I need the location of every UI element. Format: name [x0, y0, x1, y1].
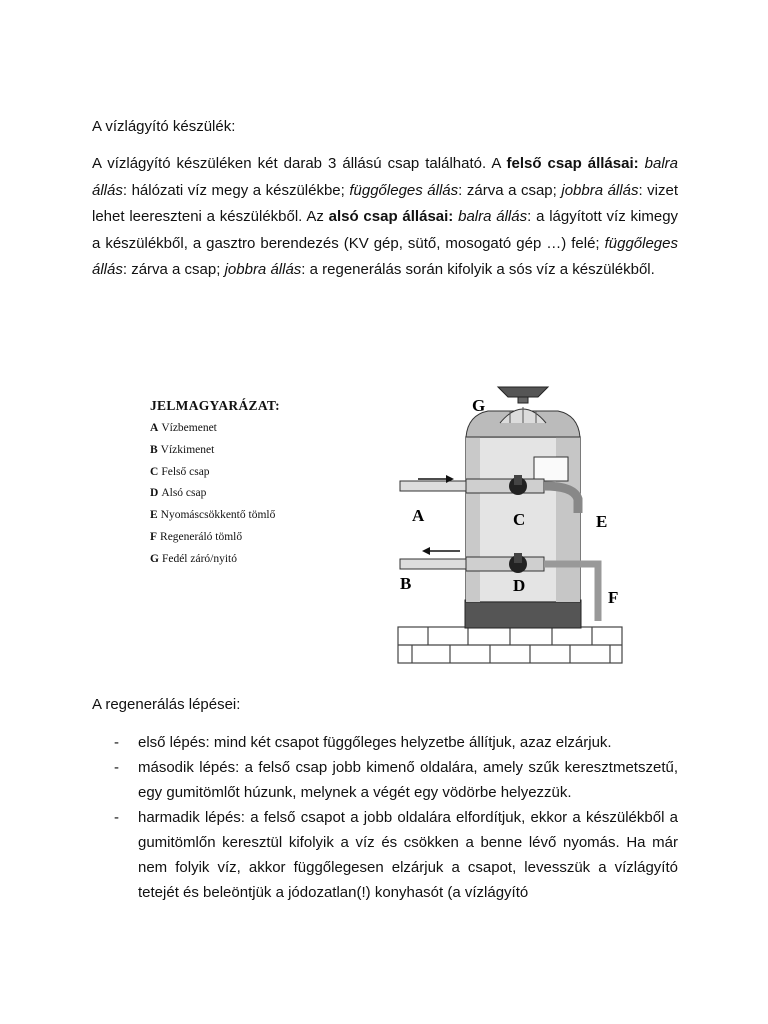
text-run: : hálózati víz megy a készülékbe; — [122, 181, 350, 199]
list-item — [92, 755, 678, 805]
label-e: E — [596, 512, 608, 531]
label-d: D — [513, 576, 526, 595]
legend-text: Vízkimenet — [160, 443, 215, 456]
italic-run: jobbra állás — [561, 181, 639, 199]
intro-paragraph — [92, 151, 678, 284]
steps-list — [92, 730, 678, 905]
tank-base — [465, 600, 581, 628]
text-run: : vizet lehet leereszteni a készülékből. Az — [92, 181, 679, 226]
figure-legend — [150, 398, 280, 571]
text-run: A vízlágyító készüléken két darab 3 állású csap található. A — [92, 155, 507, 172]
step-text: első lépés: mind két csapot függőleges helyzetbe állítjuk, azaz elzárjuk. — [138, 734, 612, 751]
legend-item-d — [150, 483, 280, 505]
label-g: G — [472, 396, 486, 415]
step-text: harmadik lépés: a felső csapot a jobb oldalára elfordítjuk, ekkor a készülékből a gumitömlőn keresztül kifolyik a víz és csökken a benne lévő nyomás. Ha már nem folyik víz, akkor függőlegesen elzárjuk a csapot, levesszük a vízlágyító tetejét és beleöntjük a jódozatlan(!) konyhasót (a vízlágyító — [138, 809, 678, 901]
legend-key: D — [150, 487, 159, 500]
italic-run: balra állás — [92, 155, 678, 199]
list-dash: - — [114, 759, 119, 776]
text-run: : zárva a csap; — [458, 181, 562, 199]
lid-knob — [498, 387, 548, 397]
brick-wall — [398, 627, 622, 663]
steps-heading: A regenerálás lépései: — [92, 696, 241, 713]
legend-key: B — [150, 443, 158, 456]
list-item — [92, 730, 678, 755]
water-softener-drawing — [370, 375, 632, 670]
italic-run: függőleges állás — [349, 181, 459, 199]
legend-key: F — [150, 530, 158, 543]
legend-item-g — [150, 549, 280, 571]
legend-text: Felső csap — [161, 465, 210, 478]
label-plate — [534, 457, 568, 481]
label-c: C — [513, 510, 526, 529]
italic-run: balra állás — [458, 208, 528, 226]
bold-run: felső csap állásai: — [506, 155, 639, 172]
legend-key: C — [150, 465, 159, 478]
legend-item-c — [150, 462, 280, 484]
legend-item-a — [150, 418, 280, 440]
label-b: B — [400, 574, 412, 593]
text-run: : a lágyított víz kimegy a készülékből, a gasztro berendezés (KV gép, sütő, mosogató gép …) felé; — [92, 208, 679, 252]
legend-key: A — [150, 422, 159, 434]
section-heading: A vízlágyító készülék: — [92, 118, 236, 135]
text-run: : zárva a csap; — [122, 261, 225, 279]
text-run: : a regenerálás során kifolyik a sós víz a készülékből. — [301, 261, 655, 279]
legend-text: Alsó csap — [161, 487, 207, 500]
legend-text: Vízbemenet — [161, 422, 217, 434]
legend-text: Regeneráló tömlő — [160, 530, 243, 543]
legend-item-b — [150, 440, 280, 462]
legend-key: E — [150, 509, 158, 522]
legend-title: JELMAGYARÁZAT: — [150, 398, 280, 413]
bold-run: alsó csap állásai: — [328, 208, 454, 226]
legend-item-f — [150, 527, 280, 549]
legend-key: G — [150, 552, 159, 565]
legend-text: Nyomáscsökkentő tömlő — [160, 509, 276, 522]
legend-text: Fedél záró/nyitó — [161, 552, 238, 565]
list-dash: - — [114, 734, 119, 751]
legend-item-e — [150, 505, 280, 527]
list-dash: - — [114, 809, 119, 826]
italic-run: függőleges állás — [92, 234, 678, 279]
list-item — [92, 805, 678, 905]
italic-run: jobbra állás — [224, 261, 302, 279]
label-f: F — [608, 588, 619, 607]
label-a: A — [412, 506, 425, 525]
step-text: második lépés: a felső csap jobb kimenő oldalára, amely szűk keresztmetszetű, egy gumitömlőt húzunk, melynek a végét egy vödörbe helyezzük. — [138, 759, 678, 801]
